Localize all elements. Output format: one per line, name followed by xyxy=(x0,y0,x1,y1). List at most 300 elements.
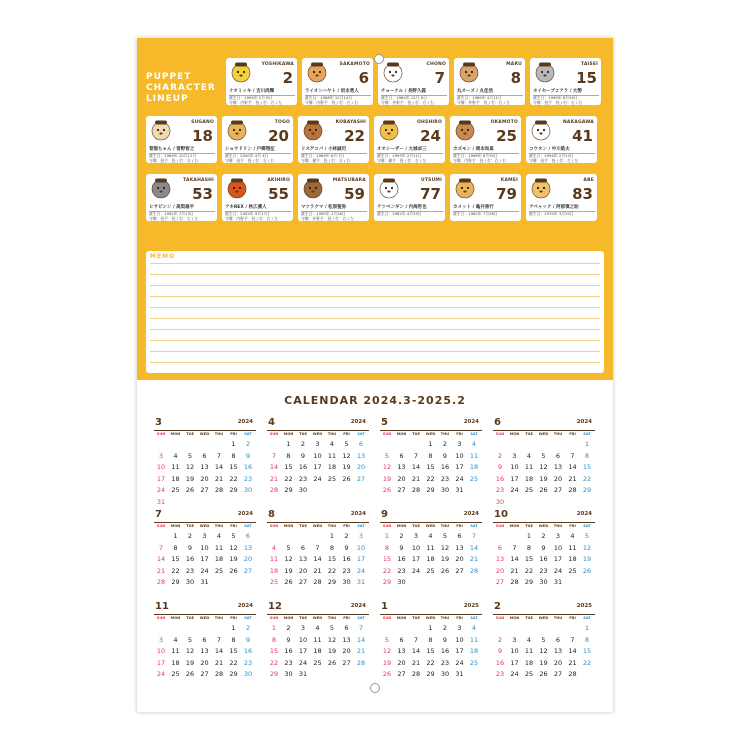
day-cell: 6 xyxy=(555,635,561,644)
day-cell: 3 xyxy=(457,440,462,448)
day-cell: 1 xyxy=(384,532,390,540)
character-position: 守備：投手 投 / 打：右 / 右 xyxy=(533,100,583,105)
day-cell: 19 xyxy=(284,566,293,575)
day-cell: 28 xyxy=(214,670,224,678)
day-cell: 10 xyxy=(411,543,421,552)
day-cell: 2 xyxy=(399,532,404,540)
day-cell: 8 xyxy=(428,635,433,644)
day-cell: 25 xyxy=(568,566,577,575)
weekday-label: MON xyxy=(509,524,520,528)
character-name: オオシーザー / 大城卓三 xyxy=(377,146,443,154)
day-cell: 21 xyxy=(568,658,577,667)
day-cell: 3 xyxy=(158,451,164,460)
day-cell: 3 xyxy=(158,635,164,644)
character-face-icon xyxy=(530,119,552,141)
day-cell: 4 xyxy=(271,543,277,552)
character-face-icon xyxy=(454,119,476,141)
weekday-label: SAT xyxy=(244,616,252,620)
character-face-icon xyxy=(378,119,400,141)
day-cell: 21 xyxy=(356,647,366,655)
day-cell: 17 xyxy=(200,555,209,563)
day-cell: 2 xyxy=(497,635,503,644)
day-cell: 4 xyxy=(173,635,178,644)
character-name: コウタン / 中川皓太 xyxy=(529,146,595,154)
day-cell: 5 xyxy=(584,532,590,540)
day-cell: 1 xyxy=(271,624,277,632)
day-cell: 13 xyxy=(200,647,209,655)
month-rule xyxy=(493,430,595,431)
day-cell: 8 xyxy=(173,543,178,552)
day-cell: 21 xyxy=(313,566,322,575)
day-cell: 21 xyxy=(568,474,577,483)
day-cell: 28 xyxy=(313,578,322,586)
day-cell: 19 xyxy=(382,474,392,483)
month-year: 2024 xyxy=(237,419,253,425)
weekday-label: THU xyxy=(440,432,450,436)
character-card xyxy=(226,58,297,105)
weekday-label: SUN xyxy=(156,524,166,528)
day-cell: 11 xyxy=(171,463,180,471)
character-card xyxy=(378,58,449,105)
weekday-label: TUE xyxy=(186,616,194,620)
day-cell: 21 xyxy=(411,658,421,667)
month-block xyxy=(154,417,256,506)
day-cell: 8 xyxy=(526,543,532,552)
day-cell: 21 xyxy=(214,658,224,667)
character-name: 菅猫ちゃん / 菅野智之 xyxy=(149,146,215,154)
day-cell: 15 xyxy=(582,463,592,471)
day-cell: 13 xyxy=(397,463,406,471)
day-cell: 9 xyxy=(541,543,546,552)
day-cell: 23 xyxy=(440,474,450,483)
weekday-label: WED xyxy=(199,616,210,620)
day-cell: 30 xyxy=(539,578,548,586)
day-cell: 11 xyxy=(524,647,534,655)
day-cell: 12 xyxy=(284,555,293,563)
character-birthday: 誕生日：1984年 12月 6日 xyxy=(381,95,427,100)
month-rule xyxy=(154,522,256,523)
day-cell: 10 xyxy=(356,543,366,552)
weekday-label: SUN xyxy=(269,616,279,620)
day-cell: 9 xyxy=(497,463,503,471)
day-cell: 27 xyxy=(243,566,253,575)
character-romaji: ABE xyxy=(583,178,594,183)
weekday-label: FRI xyxy=(230,432,237,436)
weekday-label: THU xyxy=(553,432,563,436)
day-cell: 22 xyxy=(582,474,592,483)
weekday-label: SUN xyxy=(156,432,166,436)
uniform-number: 79 xyxy=(496,185,517,203)
day-cell: 5 xyxy=(442,532,448,540)
uniform-number: 77 xyxy=(420,185,441,203)
day-cell: 22 xyxy=(524,566,534,575)
month-year: 2024 xyxy=(350,603,366,609)
weekday-label: WED xyxy=(312,432,323,436)
uniform-number: 6 xyxy=(358,69,369,87)
day-cell: 29 xyxy=(426,670,435,678)
day-cell: 3 xyxy=(457,624,462,632)
uniform-number: 8 xyxy=(510,69,521,87)
day-cell: 7 xyxy=(570,451,575,460)
day-cell: 3 xyxy=(300,624,306,632)
uniform-number: 83 xyxy=(572,185,593,203)
character-card xyxy=(374,116,445,163)
day-cell: 15 xyxy=(284,463,293,471)
day-cell: 13 xyxy=(356,451,366,460)
day-cell: 25 xyxy=(524,670,534,678)
character-birthday: 誕生日：1982年 4月29日 xyxy=(377,211,422,216)
day-cell: 24 xyxy=(455,474,464,483)
weekday-label: MON xyxy=(396,616,407,620)
weekday-label: TUE xyxy=(525,524,533,528)
day-cell: 22 xyxy=(229,474,238,483)
character-birthday: 誕生日：1989年 10月11日 xyxy=(149,153,197,158)
uniform-number: 25 xyxy=(496,127,517,145)
weekday-label: MON xyxy=(509,432,520,436)
month-year: 2024 xyxy=(576,511,592,517)
month-number: 1 xyxy=(381,601,388,612)
character-position: 守備：捕手 投 / 打：右 / 右 xyxy=(301,158,351,163)
day-cell: 24 xyxy=(156,670,166,678)
day-cell: 24 xyxy=(356,566,366,575)
character-name: タイセーブコアラ / 大勢 xyxy=(533,88,599,96)
day-cell: 25 xyxy=(171,486,180,494)
character-birthday: 誕生日：1992年 7月13日 xyxy=(149,211,194,216)
month-number: 4 xyxy=(268,417,275,428)
day-cell: 19 xyxy=(539,474,548,483)
day-cell: 27 xyxy=(397,486,406,494)
day-cell: 6 xyxy=(358,440,364,448)
weekday-label: MON xyxy=(283,432,294,436)
weekday-label: WED xyxy=(538,524,549,528)
day-cell: 30 xyxy=(440,486,450,494)
day-cell: 3 xyxy=(512,451,517,460)
day-cell: 25 xyxy=(524,486,534,494)
character-romaji: YOSHIKAWA xyxy=(261,62,294,67)
day-cell: 19 xyxy=(185,474,195,483)
character-birthday: 誕生日：1996年 6月30日 xyxy=(453,153,498,158)
day-cell: 27 xyxy=(298,578,308,586)
day-cell: 11 xyxy=(327,451,337,460)
day-cell: 7 xyxy=(271,451,277,460)
weekday-label: THU xyxy=(327,616,337,620)
month-year: 2024 xyxy=(576,419,592,425)
day-cell: 27 xyxy=(455,566,464,575)
weekday-label: SUN xyxy=(382,432,392,436)
day-cell: 26 xyxy=(539,486,548,494)
day-cell: 4 xyxy=(216,532,222,540)
month-number: 11 xyxy=(155,601,169,612)
character-face-icon xyxy=(226,177,248,199)
memo-label: MEMO xyxy=(150,253,176,260)
day-cell: 7 xyxy=(315,543,320,552)
memo-line xyxy=(150,362,600,363)
day-cell: 18 xyxy=(313,647,322,655)
weekday-label: WED xyxy=(538,432,549,436)
month-year: 2024 xyxy=(463,419,479,425)
character-card xyxy=(450,116,521,163)
character-birthday: 誕生日：1979年 3月20日 xyxy=(529,211,574,216)
character-lineup-panel xyxy=(137,38,613,380)
day-cell: 2 xyxy=(442,440,448,448)
day-cell: 9 xyxy=(442,635,448,644)
calendar-sheet xyxy=(137,38,613,712)
uniform-number: 22 xyxy=(344,127,365,145)
day-cell: 4 xyxy=(570,532,575,540)
day-cell: 15 xyxy=(524,555,534,563)
character-name: カメット / 亀井善行 xyxy=(453,204,519,212)
weekday-label: THU xyxy=(440,524,450,528)
day-cell: 17 xyxy=(156,474,166,483)
day-cell: 17 xyxy=(510,658,519,667)
weekday-label: SUN xyxy=(495,616,505,620)
day-cell: 11 xyxy=(469,451,479,460)
month-rule xyxy=(380,522,482,523)
day-cell: 23 xyxy=(539,566,548,575)
character-romaji: UTSUMI xyxy=(421,178,442,183)
hanging-hole-top xyxy=(374,54,384,64)
weekday-label: SUN xyxy=(156,616,166,620)
day-cell: 28 xyxy=(411,486,421,494)
day-cell: 26 xyxy=(539,670,548,678)
day-cell: 13 xyxy=(243,543,253,552)
day-cell: 16 xyxy=(440,463,450,471)
weekday-label: THU xyxy=(327,432,337,436)
memo-line xyxy=(150,307,600,308)
weekday-label: SAT xyxy=(583,616,591,620)
weekday-label: SUN xyxy=(495,432,505,436)
day-cell: 16 xyxy=(243,463,253,471)
day-cell: 6 xyxy=(300,543,306,552)
month-number: 2 xyxy=(494,601,501,612)
month-block xyxy=(493,601,595,690)
day-cell: 15 xyxy=(229,647,238,655)
day-cell: 17 xyxy=(298,647,308,655)
day-cell: 14 xyxy=(269,463,279,471)
day-cell: 1 xyxy=(329,532,335,540)
day-cell: 2 xyxy=(497,451,503,460)
character-romaji: SUGANO xyxy=(191,120,214,125)
day-cell: 20 xyxy=(495,566,505,575)
day-cell: 10 xyxy=(553,543,563,552)
day-cell: 17 xyxy=(411,555,421,563)
day-cell: 5 xyxy=(286,543,291,552)
day-cell: 22 xyxy=(426,474,435,483)
month-rule xyxy=(267,522,369,523)
character-position: 守備：内野手 投 / 打：右 / 右 xyxy=(453,158,506,163)
day-cell: 12 xyxy=(185,647,195,655)
character-birthday: 誕生日：1994年 2月23日 xyxy=(529,153,574,158)
day-cell: 15 xyxy=(269,647,279,655)
day-cell: 23 xyxy=(440,658,450,667)
month-year: 2024 xyxy=(237,603,253,609)
weekday-label: SAT xyxy=(470,524,478,528)
day-cell: 5 xyxy=(329,624,335,632)
weekday-label: TUE xyxy=(299,432,307,436)
day-cell: 28 xyxy=(510,578,519,586)
day-cell: 26 xyxy=(284,578,293,586)
weekday-label: WED xyxy=(538,616,549,620)
day-cell: 13 xyxy=(455,543,464,552)
day-cell: 10 xyxy=(200,543,209,552)
day-cell: 23 xyxy=(298,474,308,483)
day-cell: 28 xyxy=(269,486,279,494)
character-romaji: TAKAHASHI xyxy=(183,178,214,183)
day-cell: 31 xyxy=(553,578,563,586)
day-cell: 14 xyxy=(568,463,577,471)
day-cell: 6 xyxy=(497,543,503,552)
month-number: 7 xyxy=(155,509,162,520)
weekday-label: THU xyxy=(214,616,224,620)
month-block xyxy=(380,509,482,598)
weekday-label: TUE xyxy=(525,432,533,436)
day-cell: 7 xyxy=(471,532,477,540)
day-cell: 10 xyxy=(156,463,166,471)
day-cell: 13 xyxy=(495,555,505,563)
uniform-number: 41 xyxy=(572,127,593,145)
weekday-label: THU xyxy=(440,616,450,620)
character-birthday: 誕生日：1995年 1月26日 xyxy=(301,211,346,216)
character-name: チョーケル / 長野久義 xyxy=(381,88,447,96)
month-block xyxy=(267,601,369,690)
day-cell: 12 xyxy=(382,463,392,471)
character-card xyxy=(450,174,521,221)
day-cell: 13 xyxy=(397,647,406,655)
day-cell: 30 xyxy=(440,670,450,678)
character-romaji: MATSUBARA xyxy=(332,178,366,183)
day-cell: 26 xyxy=(440,566,450,575)
day-cell: 31 xyxy=(455,486,464,494)
day-cell: 23 xyxy=(495,486,505,494)
weekday-label: SAT xyxy=(357,524,365,528)
character-position: 守備：投手 投 / 打：右 / 右 xyxy=(225,158,275,163)
day-cell: 9 xyxy=(442,451,448,460)
month-number: 8 xyxy=(268,509,275,520)
memo-line xyxy=(150,296,600,297)
weekday-label: SAT xyxy=(357,616,365,620)
day-cell: 11 xyxy=(469,635,479,644)
day-cell: 23 xyxy=(185,566,195,575)
uniform-number: 20 xyxy=(268,127,289,145)
month-year: 2024 xyxy=(350,511,366,517)
day-cell: 13 xyxy=(200,463,209,471)
day-cell: 1 xyxy=(231,624,236,632)
character-name: ナオミッキ / 吉川尚輝 xyxy=(229,88,295,96)
weekday-label: FRI xyxy=(456,524,463,528)
day-cell: 26 xyxy=(382,670,392,678)
day-cell: 3 xyxy=(358,532,364,540)
day-cell: 20 xyxy=(298,566,308,575)
day-cell: 28 xyxy=(469,566,479,575)
weekday-label: MON xyxy=(396,524,407,528)
day-cell: 28 xyxy=(356,658,366,667)
day-cell: 17 xyxy=(313,463,322,471)
weekday-label: FRI xyxy=(230,616,237,620)
month-block xyxy=(154,509,256,598)
character-name: リスゲコバ / 小林誠司 xyxy=(301,146,367,154)
day-cell: 18 xyxy=(327,463,337,471)
day-cell: 13 xyxy=(553,463,563,471)
month-block xyxy=(267,509,369,598)
day-cell: 9 xyxy=(399,543,404,552)
day-cell: 7 xyxy=(413,635,419,644)
day-cell: 26 xyxy=(185,670,195,678)
day-cell: 6 xyxy=(457,532,462,540)
weekday-label: MON xyxy=(509,616,520,620)
day-cell: 5 xyxy=(384,635,390,644)
day-cell: 20 xyxy=(397,474,406,483)
day-cell: 8 xyxy=(384,543,390,552)
character-romaji: AKIHIRO xyxy=(267,178,290,183)
day-cell: 23 xyxy=(397,566,406,575)
weekday-label: MON xyxy=(396,432,407,436)
day-cell: 14 xyxy=(356,635,366,644)
day-cell: 11 xyxy=(269,555,279,563)
day-cell: 18 xyxy=(426,555,435,563)
day-cell: 26 xyxy=(327,658,337,667)
weekday-label: FRI xyxy=(230,524,237,528)
weekday-label: WED xyxy=(425,616,436,620)
day-cell: 12 xyxy=(327,635,337,644)
character-card xyxy=(298,116,369,163)
day-cell: 19 xyxy=(539,658,548,667)
character-birthday: 誕生日：1993年 2月11日 xyxy=(377,153,422,158)
day-cell: 6 xyxy=(344,624,349,632)
month-rule xyxy=(267,614,369,615)
day-cell: 2 xyxy=(245,624,251,632)
month-rule xyxy=(493,614,595,615)
day-cell: 29 xyxy=(171,578,180,586)
uniform-number: 18 xyxy=(192,127,213,145)
weekday-label: TUE xyxy=(299,524,307,528)
day-cell: 15 xyxy=(426,647,435,655)
day-cell: 30 xyxy=(185,578,195,586)
character-name: マツラクマ / 松原聖弥 xyxy=(301,204,367,212)
day-cell: 20 xyxy=(342,647,351,655)
day-cell: 4 xyxy=(315,624,320,632)
month-number: 12 xyxy=(268,601,282,612)
day-cell: 17 xyxy=(156,658,166,667)
character-card xyxy=(298,174,369,221)
weekday-label: THU xyxy=(327,524,337,528)
day-cell: 30 xyxy=(284,670,293,678)
day-cell: 15 xyxy=(327,555,337,563)
weekday-label: SAT xyxy=(470,616,478,620)
character-card xyxy=(526,174,597,221)
month-year: 2024 xyxy=(350,419,366,425)
day-cell: 9 xyxy=(344,543,349,552)
day-cell: 26 xyxy=(342,474,351,483)
memo-box[interactable] xyxy=(146,251,604,373)
day-cell: 12 xyxy=(382,647,392,655)
character-card xyxy=(222,116,293,163)
character-face-icon xyxy=(150,119,172,141)
day-cell: 21 xyxy=(156,566,166,575)
day-cell: 1 xyxy=(173,532,178,540)
character-birthday: 誕生日：1982年 7月28日 xyxy=(453,211,498,216)
day-cell: 16 xyxy=(243,647,253,655)
weekday-label: FRI xyxy=(343,524,350,528)
day-cell: 29 xyxy=(229,670,238,678)
hanging-hole-bottom xyxy=(370,683,380,693)
day-cell: 11 xyxy=(171,647,180,655)
character-romaji: TAISEI xyxy=(580,62,598,67)
day-cell: 25 xyxy=(313,658,322,667)
day-cell: 13 xyxy=(553,647,563,655)
weekday-label: FRI xyxy=(456,432,463,436)
character-position: 守備：投手 投 / 打：左 / 左 xyxy=(149,216,199,221)
day-cell: 26 xyxy=(382,486,392,494)
